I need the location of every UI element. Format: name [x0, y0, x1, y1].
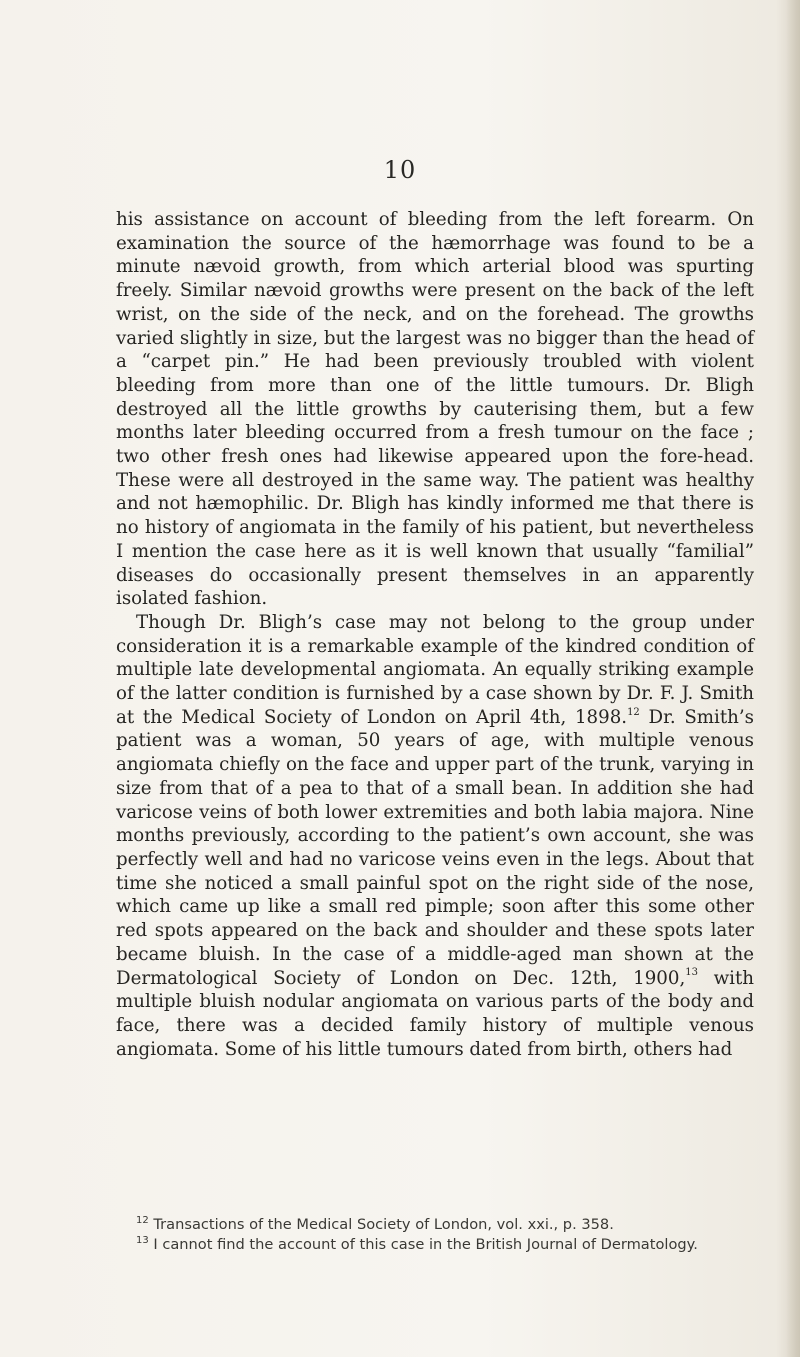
- footnote-mark-12: 12: [136, 1215, 149, 1227]
- footnote-ref-12: 12: [627, 706, 640, 718]
- body-text: [116, 208, 754, 1061]
- paragraph-2: [116, 611, 754, 1061]
- paragraph-2-text-b: Dr. Smith’s patient was a woman, 50 years of age, with multiple venous angiomata chiefly on the face and upper part of the trunk, varying in size from that of a pea to that of a small bean. In addition she had varicose veins of both lower extremities and both labia majora. Nine months previously, according to the patient’s own account, she was perfectly well and had no varicose veins even in the legs. About that time she noticed a small painful spot on the right side of the nose, which came up like a small red pimple; soon after this some other red spots appeared on the back and shoulder and these spots later became bluish. In the case of a middle-aged man shown at the Dermatological Society of London on Dec. 12th, 1900,: [116, 706, 755, 989]
- page-edge-shadow: [786, 0, 800, 1357]
- footnote-mark-13: 13: [136, 1234, 149, 1246]
- footnote-text-12: Transactions of the Medical Society of London, vol. xxi., p. 358.: [148, 1216, 614, 1233]
- footnotes: [116, 1215, 754, 1254]
- footnote-ref-13: 13: [685, 967, 698, 979]
- page-number: 10: [383, 156, 417, 184]
- footnote-13: [116, 1235, 754, 1255]
- footnote-12: [116, 1215, 754, 1235]
- paragraph-2-text-c: with multiple bluish nodular angiomata on various parts of the body and face, there was a decided family history of multiple venous angiomata. Some of his little tumours dated from birth, others had: [116, 967, 754, 1060]
- paragraph-2-text-a: Though Dr. Bligh’s case may not belong to the group under consideration it is a remarkable example of the kindred condition of multiple late developmental angiomata. An equally striking example of the latter condition is furnished by a case shown by Dr. F. J. Smith at the Medical Society of London on April 4th, 1898.: [116, 611, 754, 728]
- footnote-text-13: I cannot find the account of this case in the British Journal of Dermatology.: [148, 1235, 698, 1253]
- paragraph-1: his assistance on account of bleeding from the left forearm. On examination the source of the hæmorrhage was found to be a minute nævoid growth, from which arterial blood was spurting freely. Similar nævoid growths were present on the back of the left wrist, on the side of the neck, and on the forehead. The growths varied slightly in size, but the largest was no bigger than the head of a “carpet pin.” He had been previously troubled with violent bleeding from more than one of the little tumours. Dr. Bligh destroyed all the little growths by cauterising them, but a few months later bleeding occurred from a fresh tumour on the face ; two other fresh ones had likewise appeared upon the fore-head. These were all destroyed in the same way. The patient was healthy and not hæmophilic. Dr. Bligh has kindly informed me that there is no history of angiomata in the family of his patient, but nevertheless I mention the case here as it is well known that usually “familial” diseases do occasionally present themselves in an apparently isolated fashion.: [116, 209, 754, 610]
